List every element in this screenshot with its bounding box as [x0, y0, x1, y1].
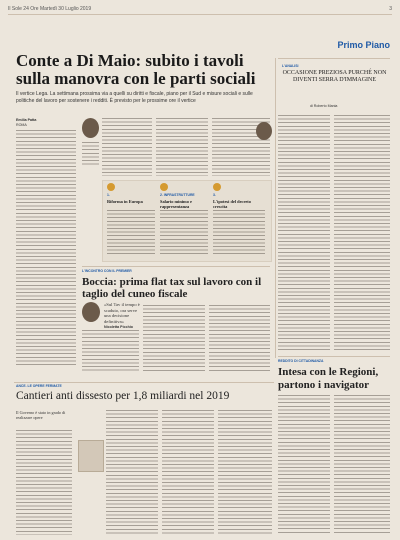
box-1-label: 1. — [107, 193, 110, 197]
masthead-date: Il Sole 24 Ore Martedì 30 Luglio 2019 — [8, 6, 92, 12]
analysis-title: OCCASIONE PREZIOSA PURCHÉ NON DIVENTI SERRA D'IMMAGINE — [282, 70, 387, 83]
boccia-rule — [82, 266, 270, 267]
box-1-text — [107, 210, 155, 256]
main-text-column-3 — [156, 118, 208, 176]
box-3-text — [213, 210, 265, 256]
box-2-text — [160, 210, 208, 256]
intesa-rule — [278, 356, 390, 357]
main-text-column-2 — [102, 118, 152, 176]
right-text-column-1 — [278, 115, 330, 351]
boccia-quote: «Sul Tav il tempo è scaduto, ora serve una decisione definitiva» — [104, 302, 140, 324]
box-2-title: Salario minimo e rappresentanza — [160, 199, 192, 209]
right-rule — [278, 58, 390, 59]
cantieri-text-4 — [218, 410, 272, 535]
intesa-headline: Intesa con le Regioni, partono i navigator — [278, 366, 379, 391]
boccia-byline: Nicoletta Picchio — [104, 325, 133, 329]
cantieri-side-quote: Il Governo è stato in grado di realizzare opere — [16, 410, 66, 420]
main-byline: Emilia Patta — [16, 118, 37, 122]
boccia-photo — [82, 302, 100, 322]
box-3-label: 3. — [213, 193, 216, 197]
cantieri-text-2 — [106, 410, 158, 535]
intesa-kicker: REDDITO DI CITTADINANZA — [278, 359, 324, 363]
intesa-text-1 — [278, 395, 330, 535]
box-3-title: L'ipotesi del decreto crescita — [213, 199, 251, 209]
box-1-badge — [107, 183, 115, 191]
cantieri-rule — [14, 382, 274, 383]
conte-photo — [82, 118, 99, 138]
boccia-kicker: L'INCONTRO CON IL PREMIER — [82, 269, 132, 273]
box-2-label: 2. INFRASTRUTTURE — [160, 193, 195, 197]
main-headline: Conte a Di Maio: subito i tavoli sulla manovra con le parti sociali — [16, 51, 256, 88]
boccia-text-2 — [143, 305, 205, 372]
section-label: Primo Piano — [337, 40, 390, 50]
main-place: ROMA — [16, 123, 27, 127]
right-photo — [256, 122, 272, 140]
cantieri-headline: Cantieri anti dissesto per 1,8 miliardi nel 2019 — [16, 390, 230, 402]
box-2-badge — [160, 183, 168, 191]
main-deck: Il vertice Lega. La settimana prossima via a quelli su diritti e fiscale, piano per il Sud e misure sociali e sulle politiche del lavoro per sostenere i redditi. È previsto per le prossime ore il vertice — [16, 91, 253, 104]
boccia-text-1 — [82, 330, 139, 372]
cantieri-kicker: ANCE. LE OPERE FERMATE — [16, 384, 62, 388]
cantieri-graphic — [78, 440, 104, 472]
header-rule — [8, 14, 392, 15]
boccia-headline: Boccia: prima flat tax sul lavoro con il taglio del cuneo fiscale — [82, 276, 262, 300]
cantieri-text-3 — [162, 410, 214, 535]
box-3-badge — [213, 183, 221, 191]
intesa-text-2 — [334, 395, 390, 535]
analysis-byline: di Roberto Mania — [310, 104, 338, 108]
main-text-column-1 — [16, 130, 76, 365]
cantieri-text-1 — [16, 430, 72, 535]
analysis-kicker: L'ANALISI — [282, 64, 299, 68]
photo-caption — [82, 142, 99, 166]
boccia-text-3 — [209, 305, 270, 372]
page-number: 3 — [389, 6, 392, 12]
right-text-column-2 — [334, 115, 390, 351]
column-divider — [275, 58, 276, 358]
box-1-title: Riforma in Europa — [107, 199, 143, 204]
